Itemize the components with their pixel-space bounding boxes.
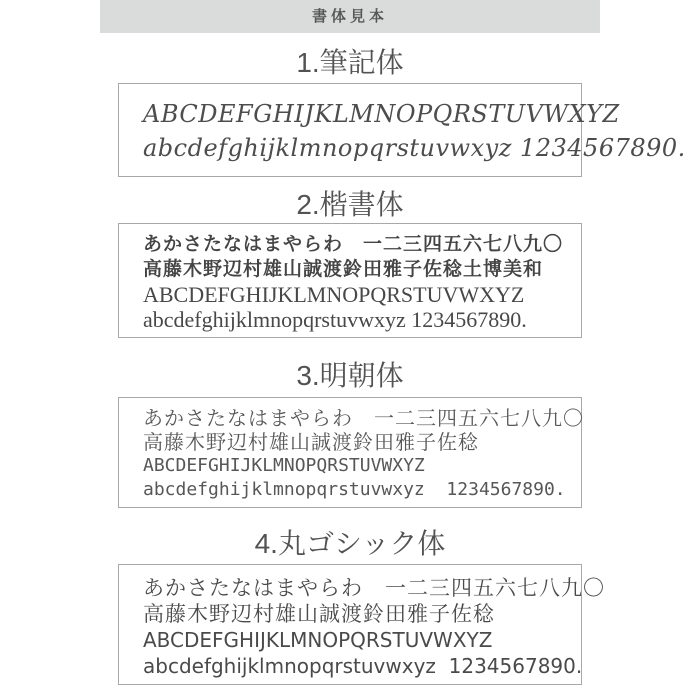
section-maru-gothic [0, 528, 700, 685]
section-script [0, 47, 700, 177]
section-title-maru-gothic: 4.丸ゴシック体 [254, 528, 446, 559]
sample-box-maru-gothic [118, 564, 605, 685]
sample-box-script [118, 83, 686, 177]
sample-line-kana-numerals: あかさたなはまやらわ 一二三四五六七八九〇 [143, 576, 605, 600]
section-title-script: 1.筆記体 [296, 47, 404, 78]
section-title-mincho: 3.明朝体 [296, 360, 404, 391]
sample-line-kanji: 高藤木野辺村雄山誠渡鈴田雅子佐稔 [143, 430, 479, 454]
sample-line-uppercase: ABCDEFGHIJKLMNOPQRSTUVWXYZ [143, 628, 493, 652]
sample-line-kana-numerals: あかさたなはまやらわ 一二三四五六七八九〇 [143, 406, 584, 430]
sample-line-lowercase-numbers: abcdefghijklmnopqrstuvwxyz 1234567890. [143, 134, 686, 162]
page-header [100, 0, 600, 33]
section-title-kaisho: 2.楷書体 [296, 189, 404, 220]
sample-line-uppercase: ABCDEFGHIJKLMNOPQRSTUVWXYZ [143, 100, 620, 128]
sample-line-uppercase: ABCDEFGHIJKLMNOPQRSTUVWXYZ [143, 282, 525, 307]
sample-line-lowercase-numbers: abcdefghijklmnopqrstuvwxyz 1234567890. [143, 479, 566, 500]
sample-box-mincho [118, 397, 582, 508]
sample-line-uppercase: ABCDEFGHIJKLMNOPQRSTUVWXYZ [143, 455, 425, 476]
section-kaisho [0, 189, 700, 338]
section-mincho [0, 360, 700, 508]
sample-line-kana-numerals: あかさたなはまやらわ 一二三四五六七八九〇 [143, 233, 564, 255]
sample-line-kanji: 高藤木野辺村雄山誠渡鈴田雅子佐稔土博美和 [143, 258, 544, 280]
sample-box-kaisho [118, 223, 582, 338]
page-title: 書体見本 [311, 8, 388, 25]
sample-line-lowercase-numbers: abcdefghijklmnopqrstuvwxyz 1234567890. [143, 307, 527, 332]
sample-line-lowercase-numbers: abcdefghijklmnopqrstuvwxyz 1234567890. [143, 654, 583, 678]
sample-line-kanji: 高藤木野辺村雄山誠渡鈴田雅子佐稔 [143, 602, 495, 626]
